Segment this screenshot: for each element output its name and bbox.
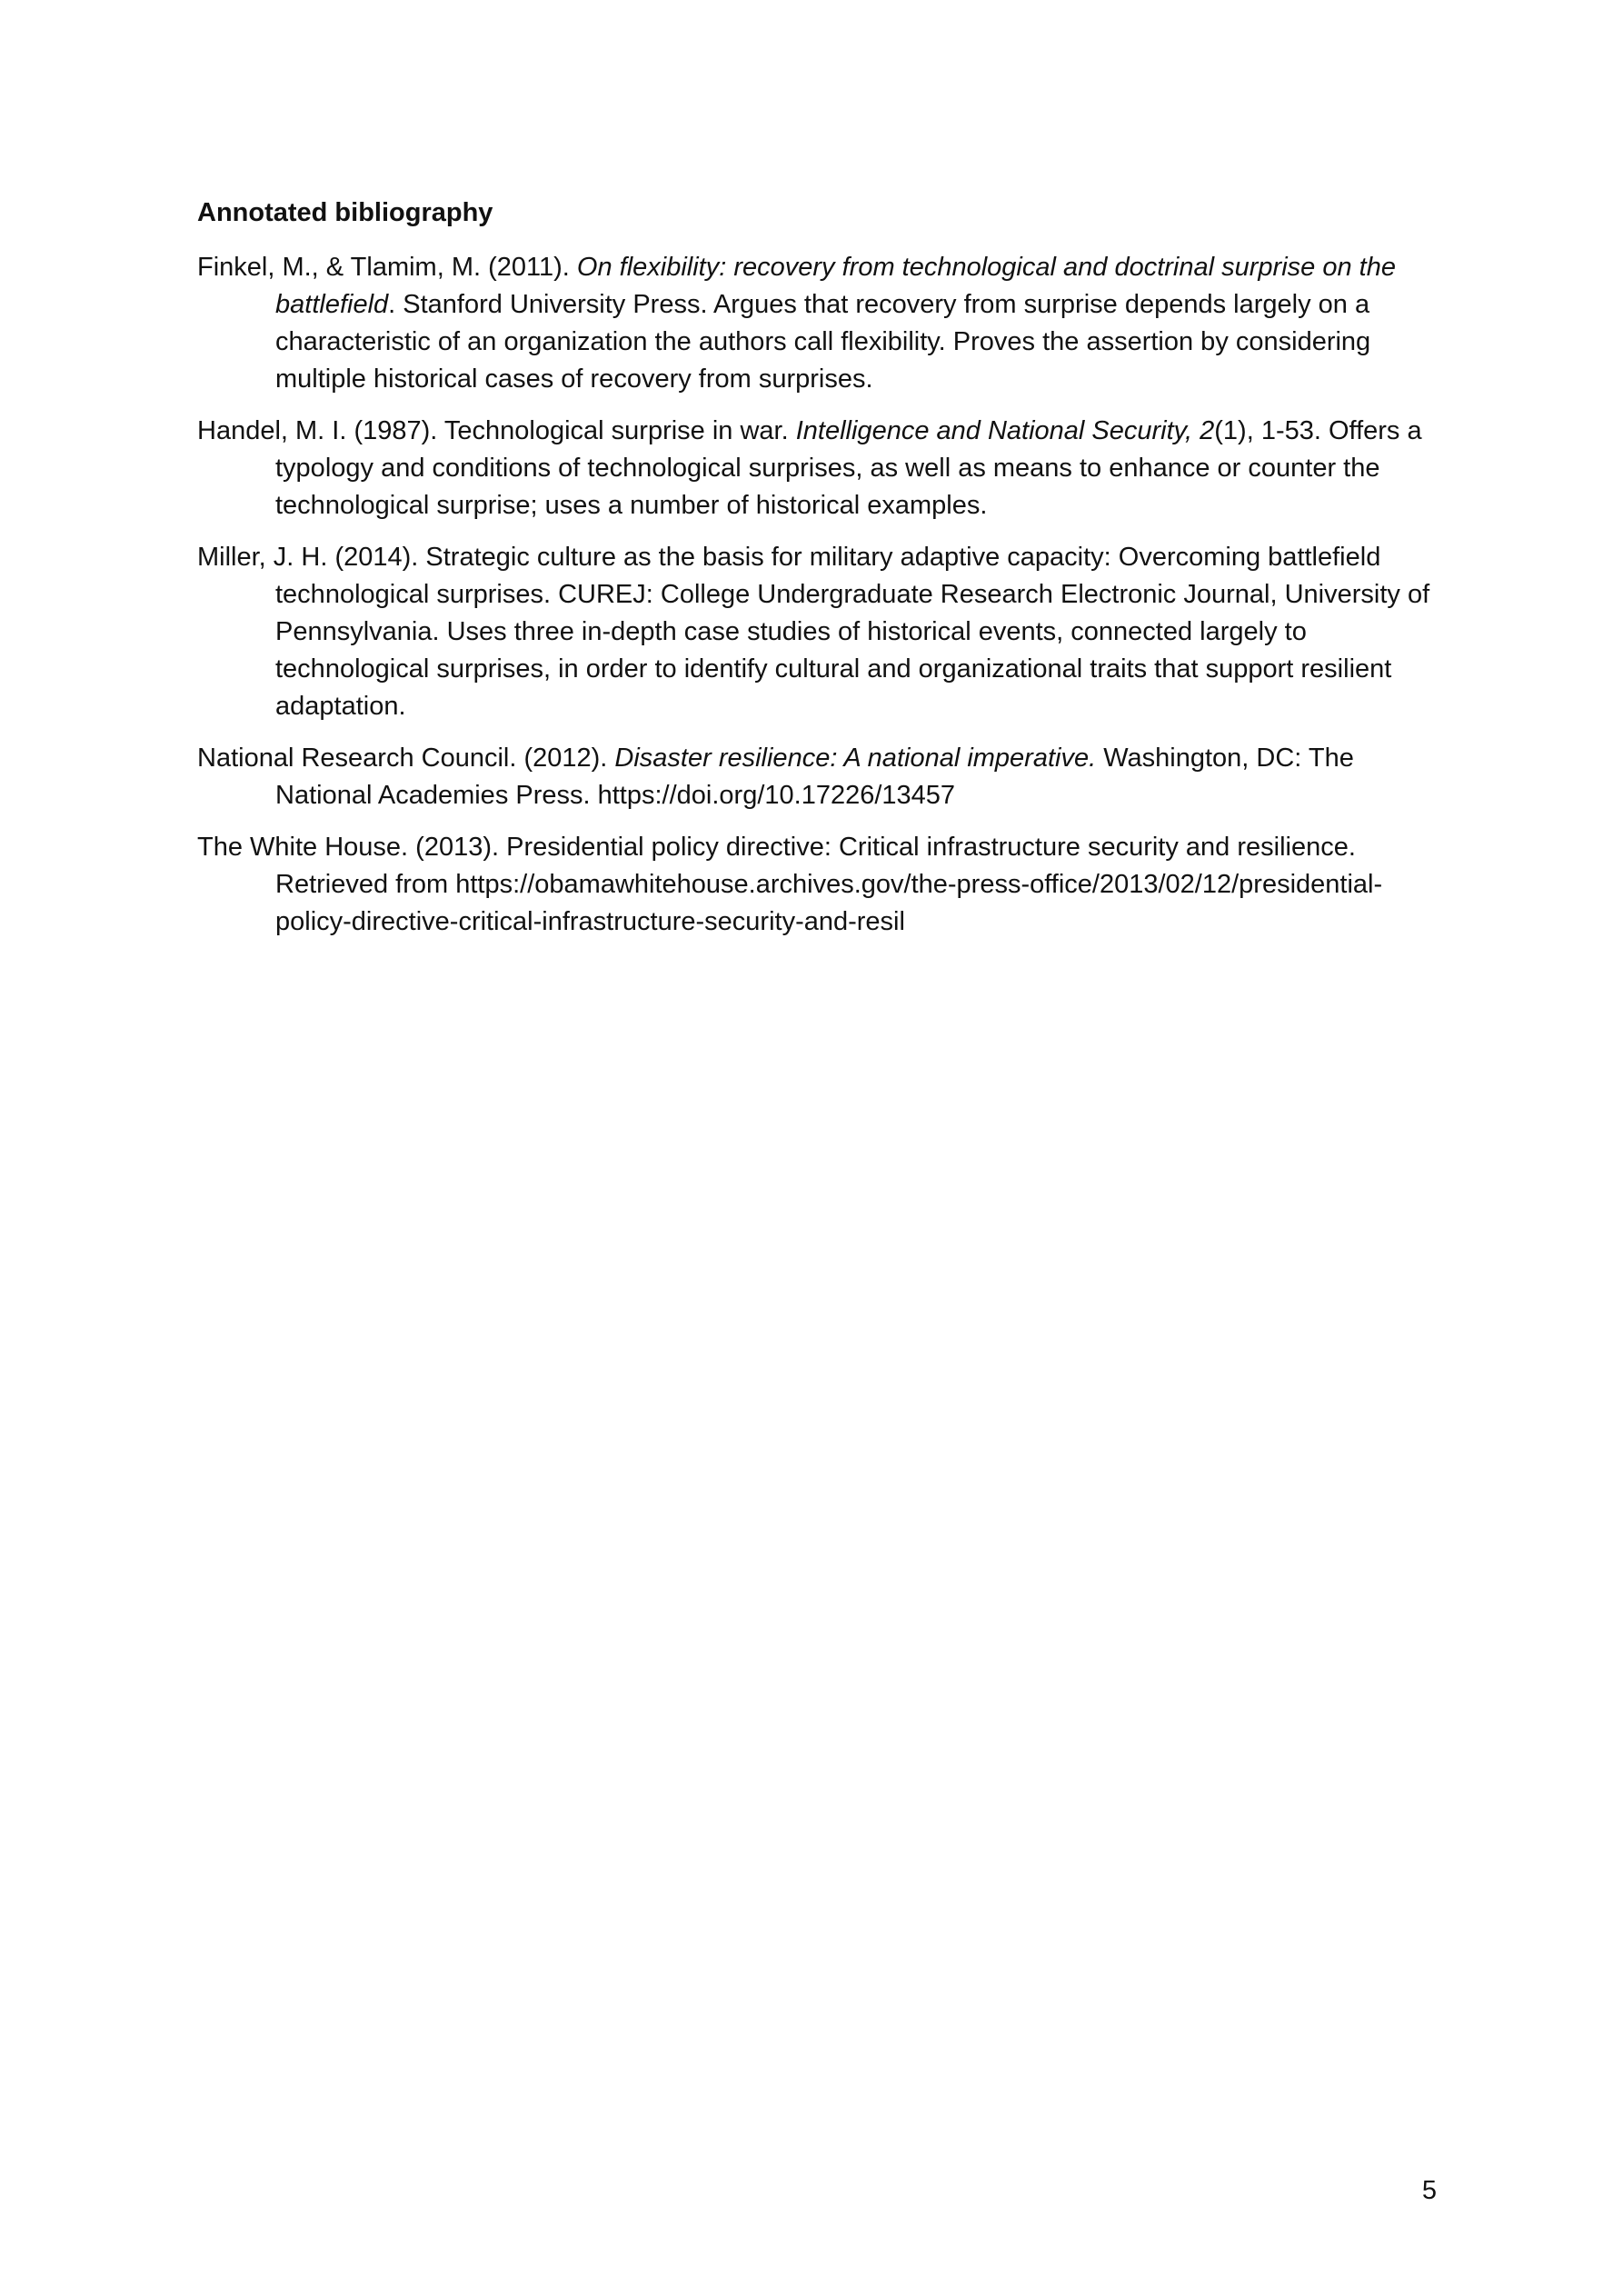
page-content [197,195,1433,955]
bibliography-entry [197,740,1433,814]
section-heading: Annotated bibliography [197,198,493,227]
bibliography-entry [197,249,1433,398]
entry-citation: The White House. (2013). Presidential policy directive: Critical infrastructure security and resilience. Retrieved from https://obamawhitehouse.archives.gov/the-press-office/2013/02/12/presidential-policy-directive-critical-infrastructure-security-and-resil [197,833,1383,936]
entry-annotation: . Stanford University Press. Argues that recovery from surprise depends largely on a characteristic of an organization the authors call flexibility. Proves the assertion by considering multiple historical cases of recovery from surprises. [275,290,1371,394]
entry-citation: Miller, J. H. (2014). Strategic culture as the basis for military adaptive capacity: Overcoming battlefield technological surprises. CUREJ: College Undergraduate Research Electronic Journal, University of Pennsylvania. Uses three in-depth case studies of historical events, connected largely to technological surprises, in order to identify cultural and organizational traits that support resilient adaptation. [197,543,1430,721]
entry-citation: National Research Council. (2012). [197,744,615,773]
bibliography-entry [197,413,1433,524]
entry-title: On flexibility: recovery from technological and doctrinal surprise on the battlefield [275,253,1396,319]
entry-title: Disaster resilience: A national imperative. [614,744,1097,773]
entry-title: Intelligence and National Security, 2 [795,416,1215,445]
entry-citation: Finkel, M., & Tlamim, M. (2011). [197,253,577,282]
entry-citation: Handel, M. I. (1987). Technological surprise in war. [197,416,796,445]
bibliography-entry [197,829,1433,941]
bibliography-entry [197,539,1433,725]
entry-annotation: (1), 1-53. Offers a typology and conditions of technological surprises, as well as means to enhance or counter the technological surprise; uses a number of historical examples. [275,416,1422,520]
page-number: 5 [1421,2176,1437,2205]
entry-annotation: Washington, DC: The National Academies Press. https://doi.org/10.17226/13457 [275,744,1354,810]
